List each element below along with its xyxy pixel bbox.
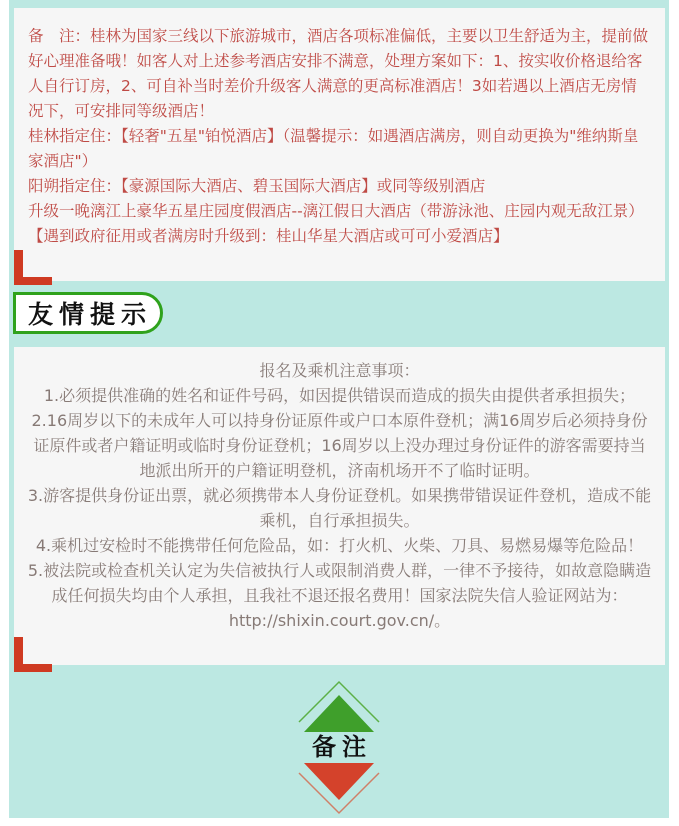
notice-item-4: 4.乘机过安检时不能携带任何危险品，如：打火机、火柴、刀具、易燃易爆等危险品！: [35, 536, 644, 555]
notes-marker-label: 备注: [312, 733, 372, 761]
hotel-notes-card: [14, 8, 665, 281]
notice-item-2: 2.16周岁以下的未成年人可以持身份证原件或户口本原件登机；满16周岁后必须持身份证原件或者户籍证明或临时身份证登机；16周岁以上没办理过身份证件的游客需要持当地派出所开的户籍证明登机，济南机场开不了临时证明。: [31, 411, 648, 480]
down-triangle: [304, 763, 374, 800]
guilin-hotel-paragraph: 桂林指定住：【轻奢"五星"铂悦酒店】（温馨提示：如遇酒店满房，则自动更换为"维纳斯皇家酒店"）: [28, 127, 639, 170]
boarding-notice-card: [14, 347, 665, 665]
notice-item-3: 3.游客提供身份证出票，就必须携带本人身份证登机。如果携带错误证件登机，造成不能乘机，自行承担损失。: [27, 486, 652, 530]
fallback-hotel-paragraph: 【遇到政府征用或者满房时升级到：桂山华星大酒店或可可小爱酒店】: [28, 227, 509, 245]
notice-item-5: 5.被法院或检查机关认定为失信被执行人或限制消费人群，一律不予接待，如故意隐瞒造成任何损失均由个人承担，且我社不退还报名费用！国家法院失信人验证网站为：: [27, 561, 652, 605]
up-triangle: [304, 695, 374, 732]
corner-bracket-decoration: [14, 250, 52, 285]
notice-verify-url: http://shixin.court.gov.cn/。: [228, 611, 451, 630]
content-panel: [9, 0, 669, 818]
up-arrow-icon: [297, 680, 381, 732]
friendly-reminder-badge: [13, 292, 163, 334]
friendly-reminder-label: 友情提示: [28, 300, 153, 329]
corner-bracket-decoration: [14, 637, 52, 672]
notice-title: 报名及乘机注意事项：: [259, 361, 420, 380]
notes-section-marker: [9, 680, 669, 815]
yangshuo-hotel-paragraph: 阳朔指定住：【豪源国际大酒店、碧玉国际大酒店】或同等级别酒店: [28, 177, 486, 195]
notice-item-1: 1.必须提供准确的姓名和证件号码，如因提供错误而造成的损失由提供者承担损失；: [43, 386, 636, 405]
hotel-notes-paragraph: 备 注：桂林为国家三线以下旅游城市，酒店各项标准偏低，主要以卫生舒适为主，提前做好心理准备哦！如客人对上述参考酒店安排不满意，处理方案如下：1、按实收价格退给客人自行订房，2、可自补当时差价升级客人满意的更高标准酒店！3如若遇以上酒店无房情况下，可安排同等级酒店！: [28, 27, 649, 120]
upgrade-hotel-paragraph: 升级一晚漓江上豪华五星庄园度假酒店--漓江假日大酒店（带游泳池、庄园内观无敌江景）: [28, 202, 644, 220]
down-arrow-icon: [297, 763, 381, 815]
